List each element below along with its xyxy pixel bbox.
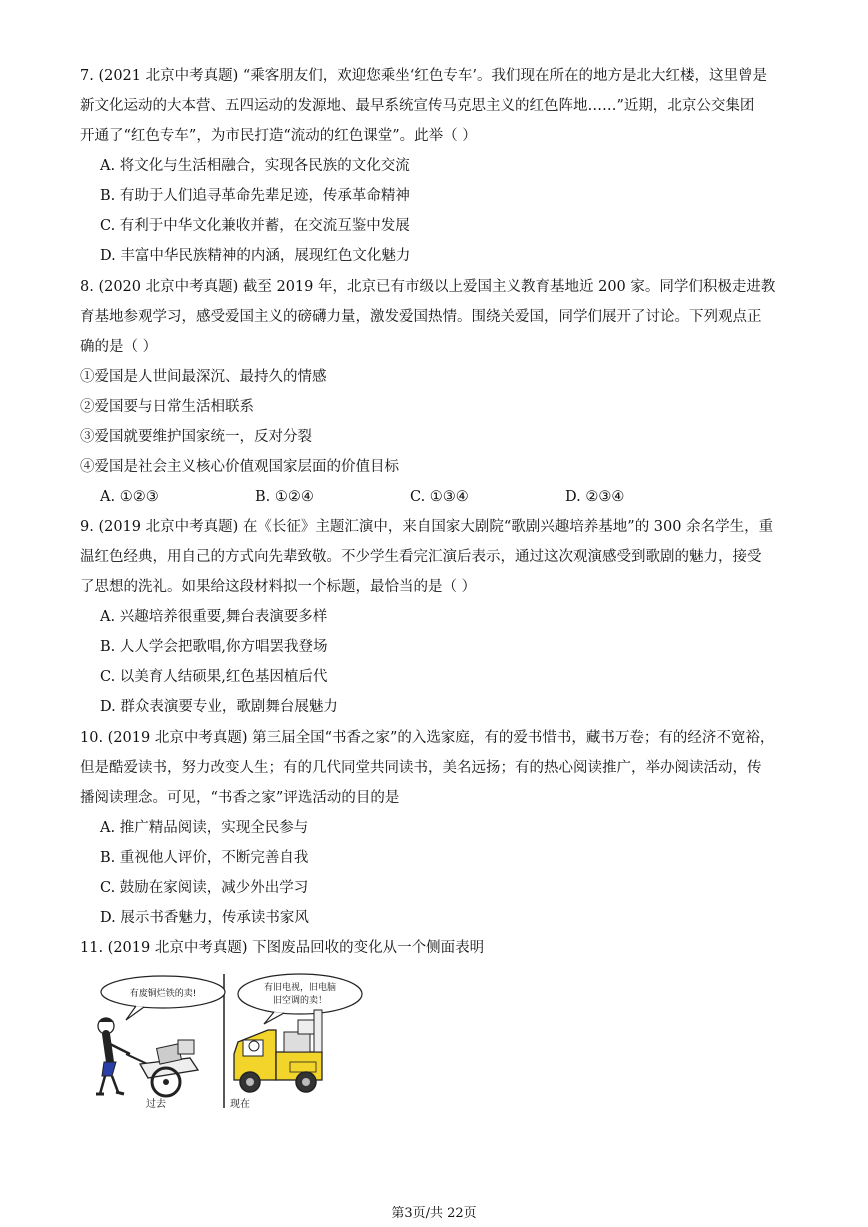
left-bubble-text: 有废铜烂铁的卖! — [129, 989, 197, 999]
man-shorts — [102, 1062, 116, 1076]
q7-option-d: D. 丰富中华民族精神的内涵，展现红色文化魅力 — [100, 248, 411, 264]
q7-stem-line-3: 开通了“红色专车”，为市民打造“流动的红色课堂”。此举（ ） — [80, 128, 477, 144]
q9-option-b: B. 人人学会把歌唱,你方唱罢我登场 — [100, 639, 328, 655]
q10-stem-line-1: 10. (2019 北京中考真题) 第三届全国“书香之家”的入选家庭，有的爱书惜书，藏书万卷；有的经济不宽裕， — [80, 730, 775, 746]
man-hair — [98, 1018, 114, 1022]
right-bubble-tail — [264, 1012, 284, 1024]
recycling-cartoon — [78, 970, 378, 1110]
caption-present: 现在 — [230, 1099, 250, 1110]
page-number: 第3页/共 22页 — [391, 1206, 477, 1221]
man-arm — [110, 1044, 130, 1054]
cart-wheel-hub — [163, 1079, 169, 1085]
left-panel-past — [96, 976, 225, 1110]
q10-stem-line-3: 播阅读理念。可见，“书香之家”评选活动的目的是 — [80, 790, 400, 806]
q7-stem-line-1: 7. (2021 北京中考真题) “乘客朋友们，欢迎您乘坐‘红色专车’。我们现在所在的地方是北大红楼，这里曾是 — [80, 68, 768, 84]
scrap-box — [178, 1040, 194, 1054]
right-bubble-text-2: 旧空调的卖！ — [272, 996, 328, 1006]
man-torso — [106, 1034, 110, 1062]
cargo-air-conditioner — [314, 1010, 322, 1052]
q9-stem-line-1: 9. (2019 北京中考真题) 在《长征》主题汇演中，来自国家大剧院“歌剧兴趣培养基地”的 300 余名学生，重 — [80, 519, 774, 535]
q9-option-a: A. 兴趣培养很重要,舞台表演要多样 — [100, 609, 328, 625]
q8-options-row — [100, 487, 720, 507]
q10-option-a: A. 推广精品阅读，实现全民参与 — [100, 820, 309, 836]
q9-stem-line-2: 温红色经典，用自己的方式向先辈致敬。不少学生看完汇演后表示，通过这次观演感受到歌剧的魅力，接受 — [80, 549, 762, 565]
q8-option-d: D. ②③④ — [565, 489, 625, 505]
truck-sign — [290, 1062, 316, 1072]
left-bubble-tail — [126, 1006, 144, 1020]
right-bubble-text-1: 有旧电视，旧电脑 — [263, 983, 337, 993]
right-speech-bubble — [238, 974, 362, 1014]
q8-stem-line-1: 8. (2020 北京中考真题) 截至 2019 年，北京已有市级以上爱国主义教育基地近 200 家。同学们积极走进教 — [80, 279, 776, 295]
q9-option-d: D. 群众表演要专业，歌剧舞台展魅力 — [100, 699, 338, 715]
q10-option-c: C. 鼓励在家阅读，减少外出学习 — [100, 880, 309, 896]
q8-option-c: C. ①③④ — [410, 489, 469, 505]
driver-head — [249, 1041, 259, 1051]
q11-stem-line-1: 11. (2019 北京中考真题) 下图废品回收的变化从一个侧面表明 — [80, 940, 485, 956]
truck-front-hub — [246, 1078, 254, 1086]
q7-option-c: C. 有利于中华文化兼收并蓄，在交流互鉴中发展 — [100, 218, 410, 234]
q7-stem-line-2: 新文化运动的大本营、五四运动的发源地、最早系统宣传马克思主义的红色阵地……”近期，北京公交集团 — [80, 98, 755, 114]
recycling-truck — [234, 1010, 322, 1092]
q8-option-b: B. ①②④ — [255, 489, 314, 505]
q8-statement-4: ④爱国是社会主义核心价值观国家层面的价值目标 — [80, 459, 399, 475]
q7-option-b: B. 有助于人们追寻革命先辈足迹，传承革命精神 — [100, 188, 410, 204]
q8-stem-line-2: 育基地参观学习，感受爱国主义的磅礴力量，激发爱国热情。围绕关爱国，同学们展开了讨论。下列观点正 — [80, 309, 762, 325]
q7-option-a: A. 将文化与生活相融合，实现各民族的文化交流 — [100, 158, 410, 174]
q10-stem-line-2: 但是酷爱读书，努力改变人生；有的几代同堂共同读书，美名远扬；有的热心阅读推广，举办阅读活动，传 — [80, 760, 762, 776]
man-figure — [96, 1018, 130, 1094]
q10-option-d: D. 展示书香魅力，传承读书家风 — [100, 910, 309, 926]
q8-statement-2: ②爱国要与日常生活相联系 — [80, 399, 254, 415]
caption-past: 过去 — [146, 1099, 166, 1110]
man-legs — [100, 1076, 118, 1094]
cargo-tv — [284, 1032, 310, 1052]
q9-stem-line-3: 了思想的洗礼。如果给这段材料拟一个标题，最恰当的是（ ） — [80, 579, 477, 595]
q8-statement-1: ①爱国是人世间最深沉、最持久的情感 — [80, 369, 327, 385]
right-panel-present — [230, 974, 362, 1110]
q8-option-a: A. ①②③ — [100, 489, 159, 505]
truck-rear-hub — [302, 1078, 310, 1086]
cart — [126, 1040, 198, 1096]
cargo-computer — [298, 1020, 316, 1034]
q8-stem-line-3: 确的是（ ） — [80, 339, 158, 355]
recycling-comparison-figure — [78, 970, 378, 1110]
q8-statement-3: ③爱国就要维护国家统一，反对分裂 — [80, 429, 312, 445]
q10-option-b: B. 重视他人评价，不断完善自我 — [100, 850, 309, 866]
q9-option-c: C. 以美育人结硕果,红色基因植后代 — [100, 669, 328, 685]
